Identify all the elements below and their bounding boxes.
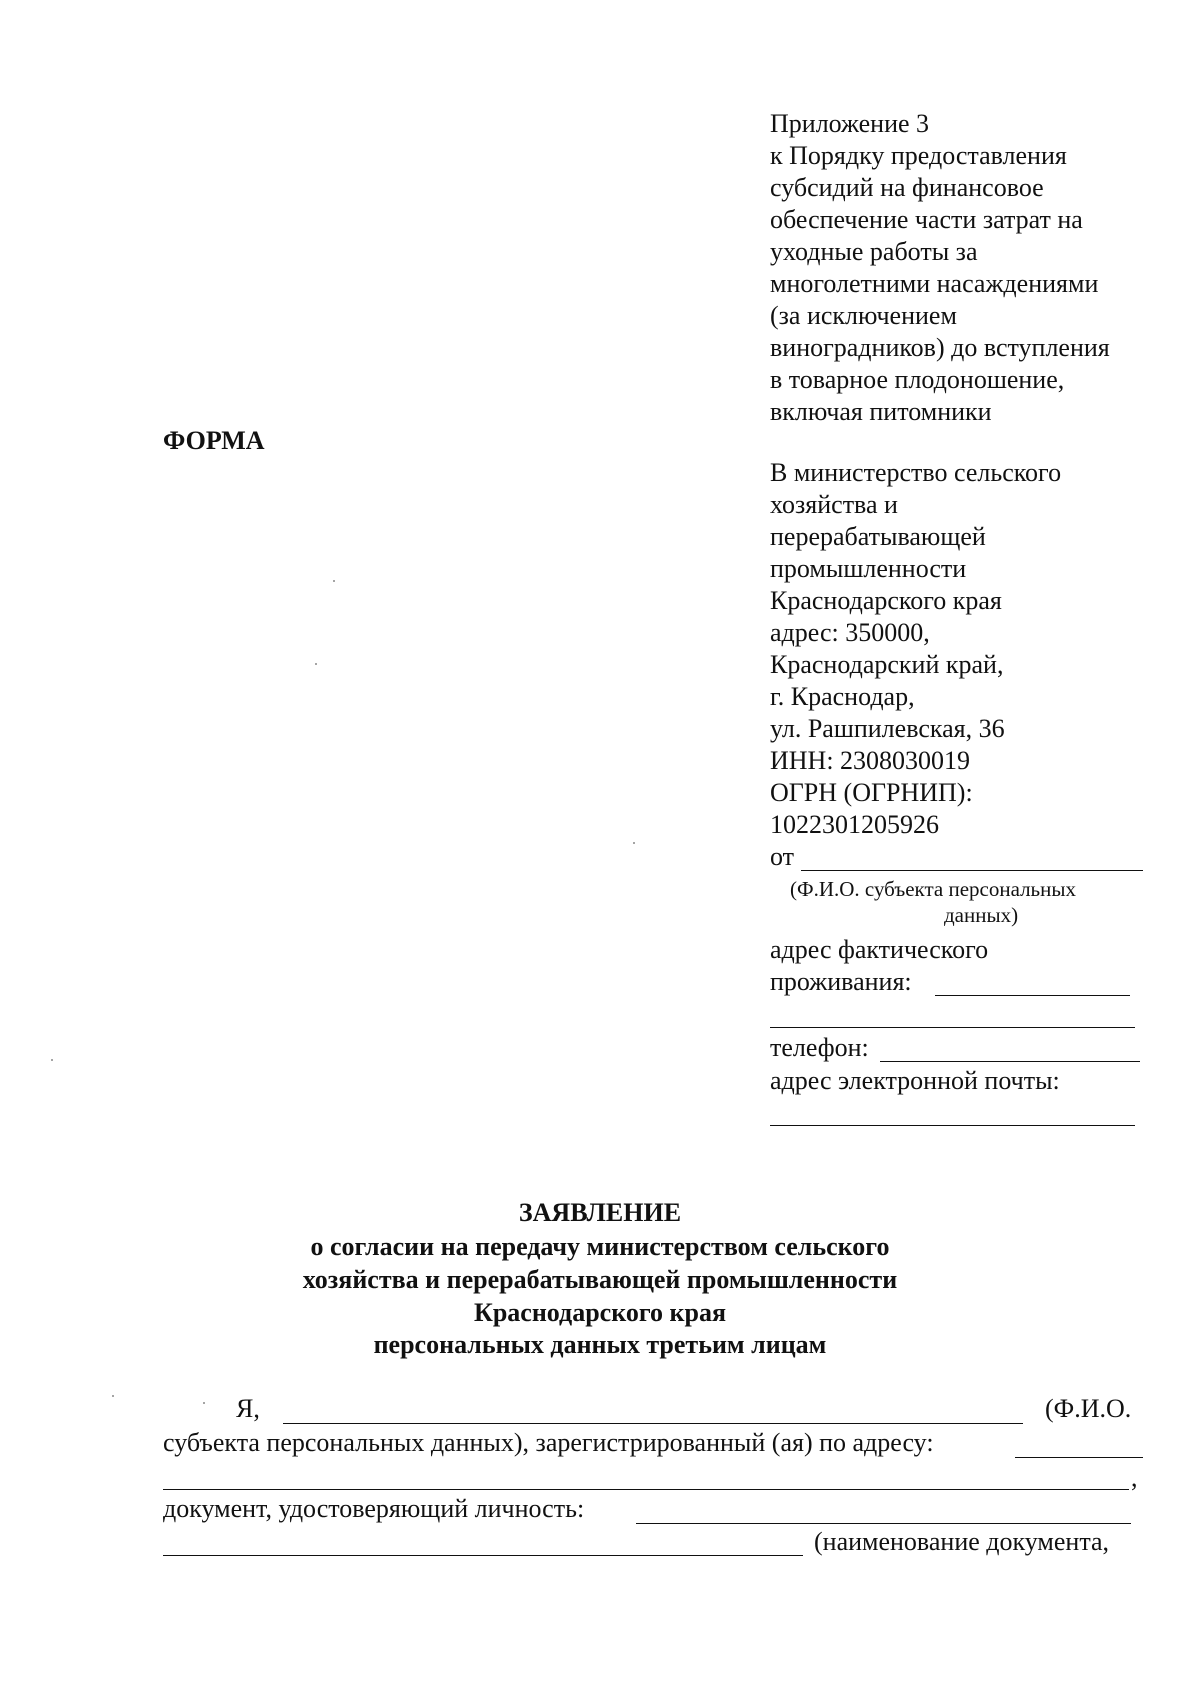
phone-label: телефон: [770, 1033, 869, 1062]
title-line: о согласии на передачу министерством сельского [310, 1232, 890, 1261]
fio-open-label: (Ф.И.О. [1045, 1394, 1132, 1423]
appendix-line: субсидий на финансовое [770, 173, 1044, 202]
title-line: хозяйства и перерабатывающей промышленности [302, 1265, 898, 1294]
title-line: персональных данных третьим лицам [373, 1330, 827, 1359]
scan-speck [203, 1402, 205, 1404]
title-heading: ЗАЯВЛЕНИЕ [518, 1198, 682, 1227]
addressee-line: ул. Рашпилевская, 36 [770, 714, 1005, 743]
scan-speck [333, 580, 335, 582]
scan-speck [51, 1059, 53, 1061]
fio-caption: (Ф.И.О. субъекта персональных [790, 877, 1076, 901]
addressee-line: ИНН: 2308030019 [770, 746, 971, 775]
address-label: адрес фактического [770, 935, 989, 964]
phone-field[interactable] [880, 1061, 1140, 1062]
from-fio-field[interactable] [801, 870, 1143, 871]
scan-speck [633, 842, 635, 844]
ya-label: Я, [236, 1394, 260, 1423]
registration-label: субъекта персональных данных), зарегистрированный (ая) по адресу: [163, 1428, 934, 1457]
addressee-line: Краснодарский край, [770, 650, 1004, 679]
appendix-line: уходные работы за [770, 237, 978, 266]
form-label: ФОРМА [163, 426, 265, 455]
addressee-line: В министерство сельского [770, 458, 1062, 487]
address-field[interactable] [935, 995, 1130, 996]
appendix-line: Приложение 3 [770, 109, 930, 138]
fio-caption: данных) [944, 903, 1019, 927]
addressee-line: перерабатывающей [770, 522, 986, 551]
email-field[interactable] [770, 1125, 1135, 1126]
appendix-line: многолетними насаждениями [770, 269, 1099, 298]
registration-address-field[interactable] [1015, 1457, 1143, 1458]
appendix-line: обеспечение части затрат на [770, 205, 1083, 234]
addressee-line: промышленности [770, 554, 967, 583]
email-label: адрес электронной почты: [770, 1066, 1060, 1095]
appendix-line: к Порядку предоставления [770, 141, 1067, 170]
document-name-caption: (наименование документа, [814, 1527, 1110, 1556]
addressee-line: адрес: 350000, [770, 618, 930, 647]
address-label: проживания: [770, 967, 912, 996]
scan-speck [315, 663, 317, 665]
appendix-line: (за исключением [770, 301, 957, 330]
from-label: от [770, 842, 795, 871]
applicant-fio-field[interactable] [283, 1423, 1023, 1424]
scan-speck [112, 1395, 114, 1397]
appendix-line: виноградников) до вступления [770, 333, 1110, 362]
addressee-line: ОГРН (ОГРНИП): [770, 778, 973, 807]
appendix-line: в товарное плодоношение, [770, 365, 1065, 394]
addressee-line: г. Краснодар, [770, 682, 915, 711]
addressee-line: 1022301205926 [770, 810, 939, 839]
addressee-line: хозяйства и [770, 490, 898, 519]
title-line: Краснодарского края [473, 1298, 727, 1327]
identity-document-field-continued[interactable] [163, 1555, 803, 1556]
identity-document-label: документ, удостоверяющий личность: [163, 1494, 585, 1523]
address-field-continued[interactable] [770, 1027, 1135, 1028]
addressee-line: Краснодарского края [770, 586, 1002, 615]
appendix-line: включая питомники [770, 397, 992, 426]
registration-address-field-continued[interactable] [163, 1489, 1129, 1490]
identity-document-field[interactable] [636, 1523, 1131, 1524]
comma: , [1131, 1463, 1138, 1492]
